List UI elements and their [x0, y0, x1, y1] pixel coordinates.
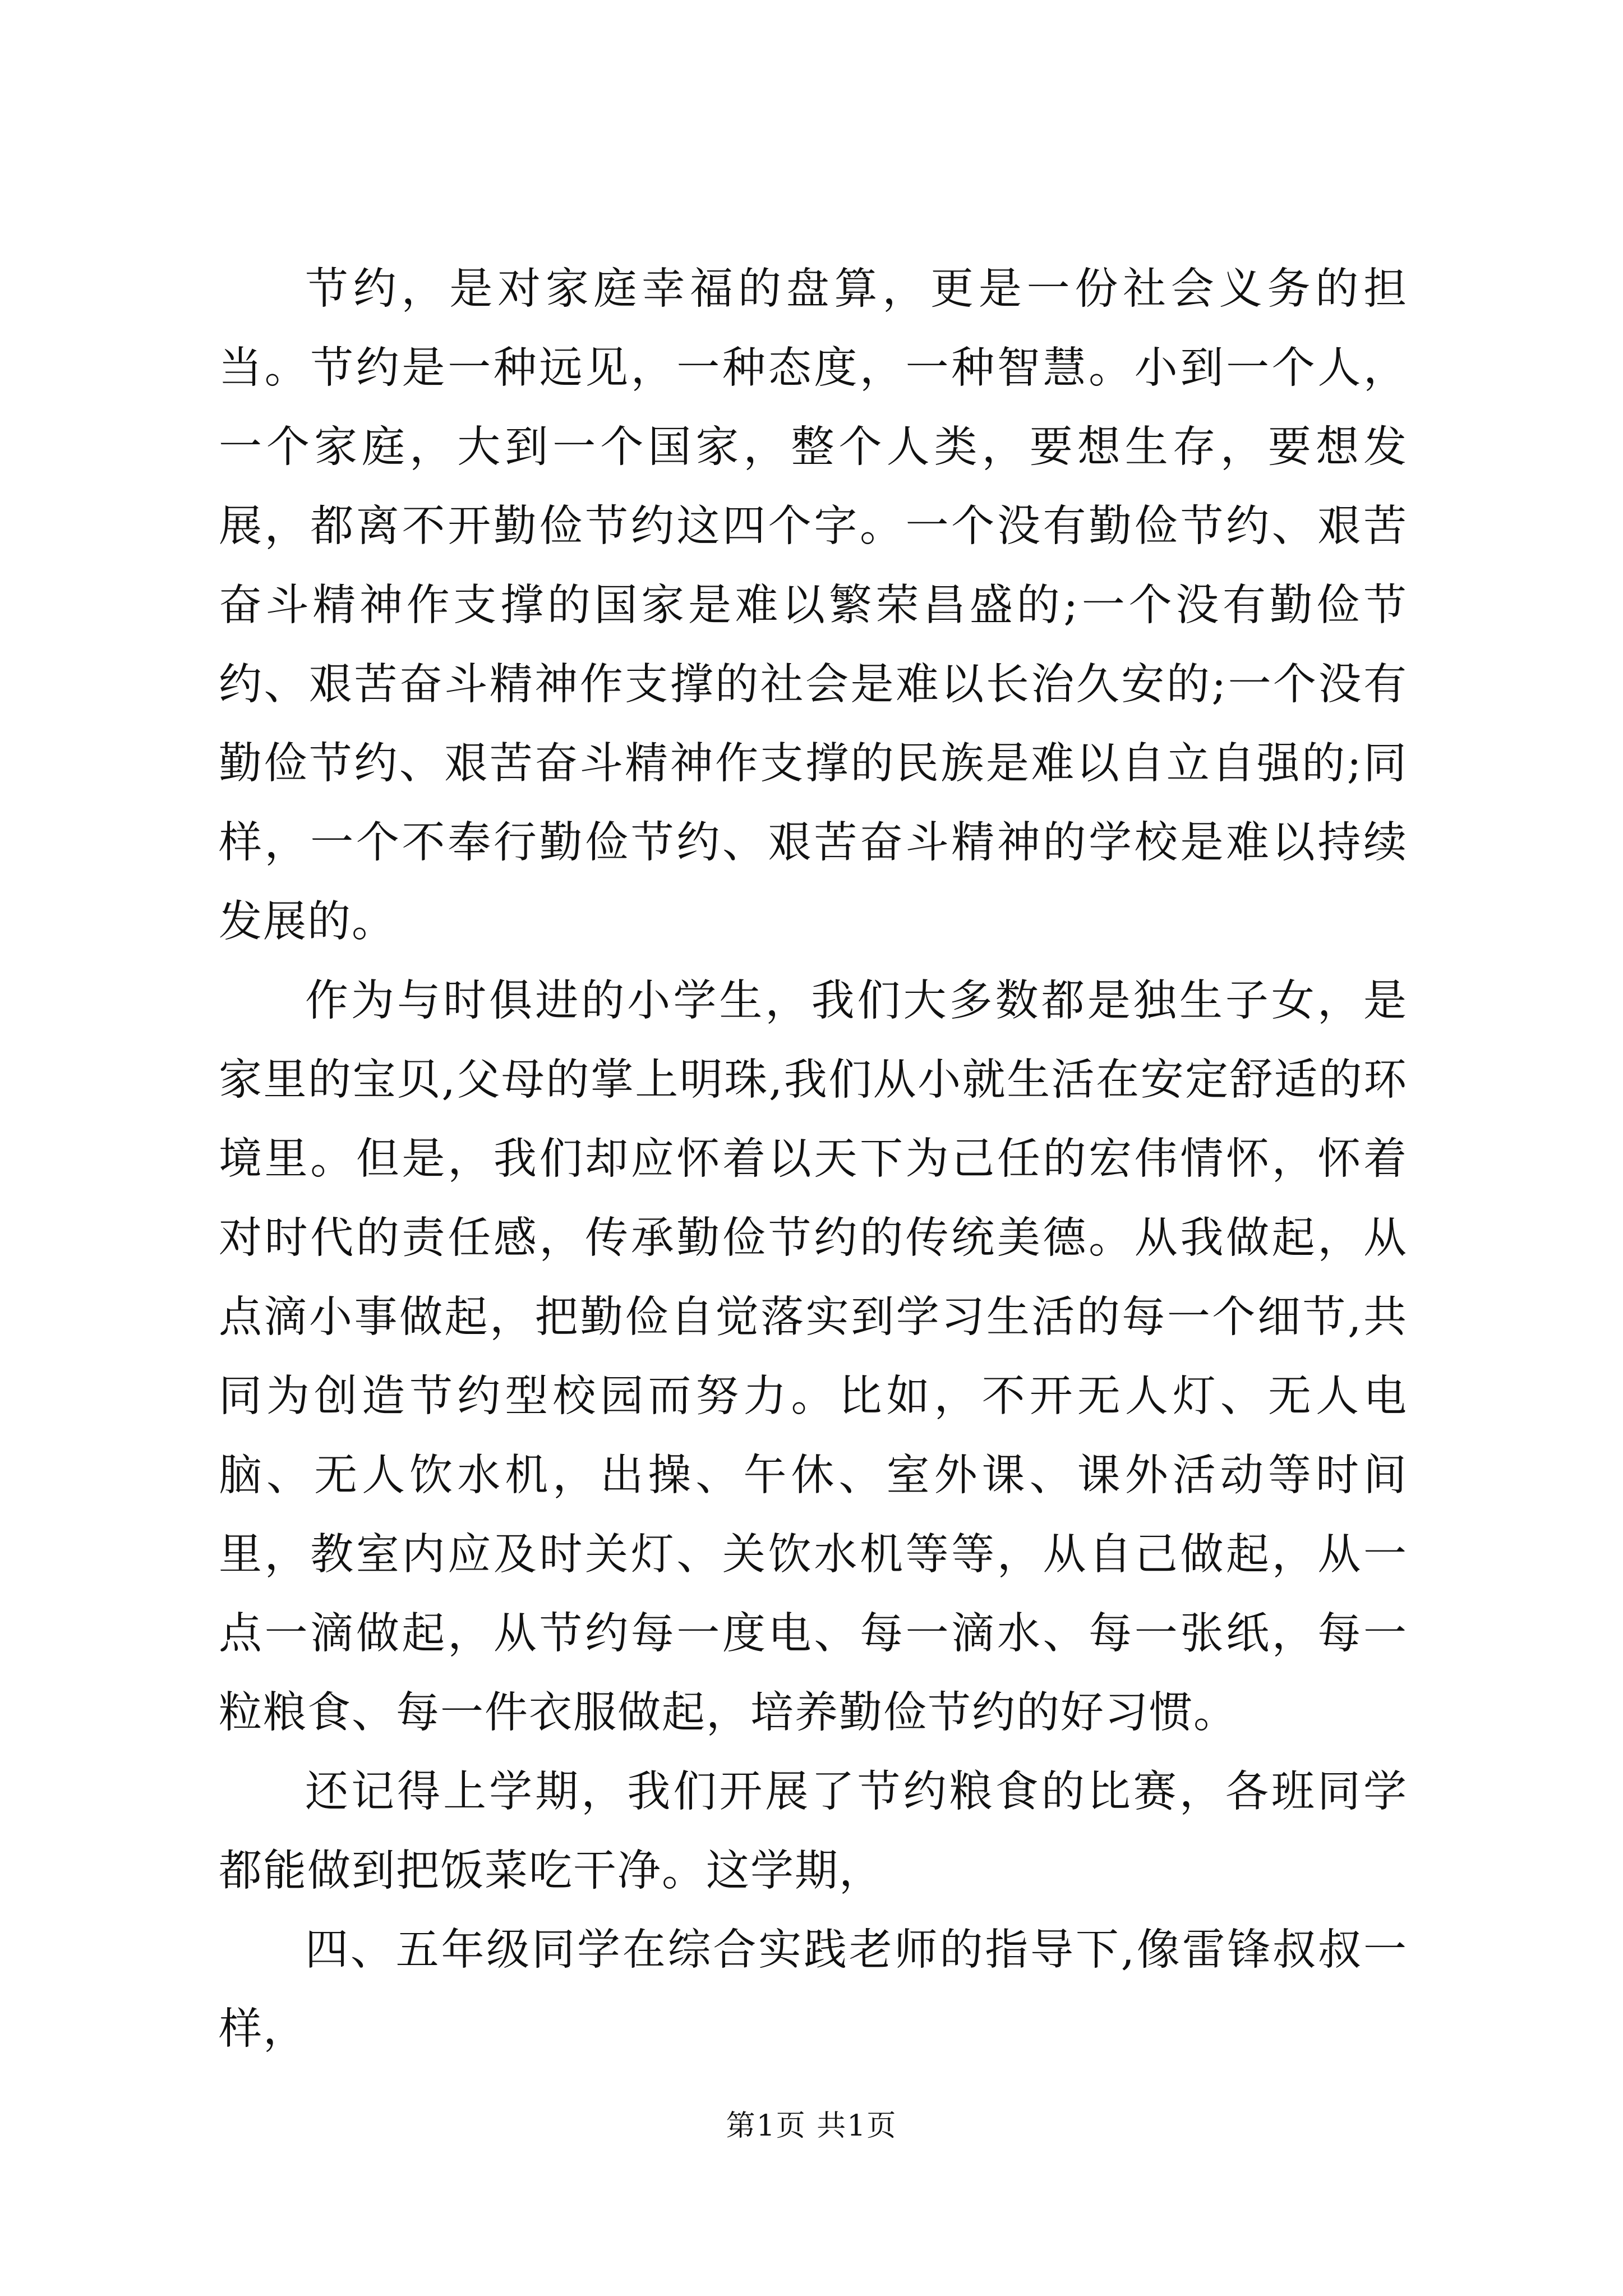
paragraph-1: 节约，是对家庭幸福的盘算，更是一份社会义务的担当。节约是一种远见，一种态度，一种智慧。小到一个人，一个家庭，大到一个国家，整个人类，要想生存，要想发展，都离不开勤俭节约这四个字。一个没有勤俭节约、艰苦奋斗精神作支撑的国家是难以繁荣昌盛的;一个没有勤俭节约、艰苦奋斗精神作支撑的社会是难以长治久安的;一个没有勤俭节约、艰苦奋斗精神作支撑的民族是难以自立自强的;同样，一个不奉行勤俭节约、艰苦奋斗精神的学校是难以持续发展的。: [219, 264, 1408, 947]
paragraph-2: 作为与时俱进的小学生，我们大多数都是独生子女，是家里的宝贝,父母的掌上明珠,我们从小就生活在安定舒适的环境里。但是，我们却应怀着以天下为己任的宏伟情怀，怀着对时代的责任感，传承勤俭节约的传统美德。从我做起，从点滴小事做起，把勤俭自觉落实到学习生活的每一个细节,共同为创造节约型校园而努力。比如，不开无人灯、无人电脑、无人饮水机，出操、午休、室外课、课外活动等时间里，教室内应及时关灯、关饮水机等等，从自己做起，从一点一滴做起，从节约每一度电、每一滴水、每一张纸，每一粒粮食、每一件衣服做起，培养勤俭节约的好习惯。: [219, 976, 1408, 1738]
paragraph-3: 还记得上学期，我们开展了节约粮食的比赛，各班同学都能做到把饭菜吃干净。这学期，: [219, 1767, 1408, 1896]
document-body: [219, 250, 1408, 2069]
page-footer: 第1页 共1页: [726, 2109, 897, 2143]
paragraph-4: 四、五年级同学在综合实践老师的指导下,像雷锋叔叔一样，: [219, 1925, 1408, 2054]
